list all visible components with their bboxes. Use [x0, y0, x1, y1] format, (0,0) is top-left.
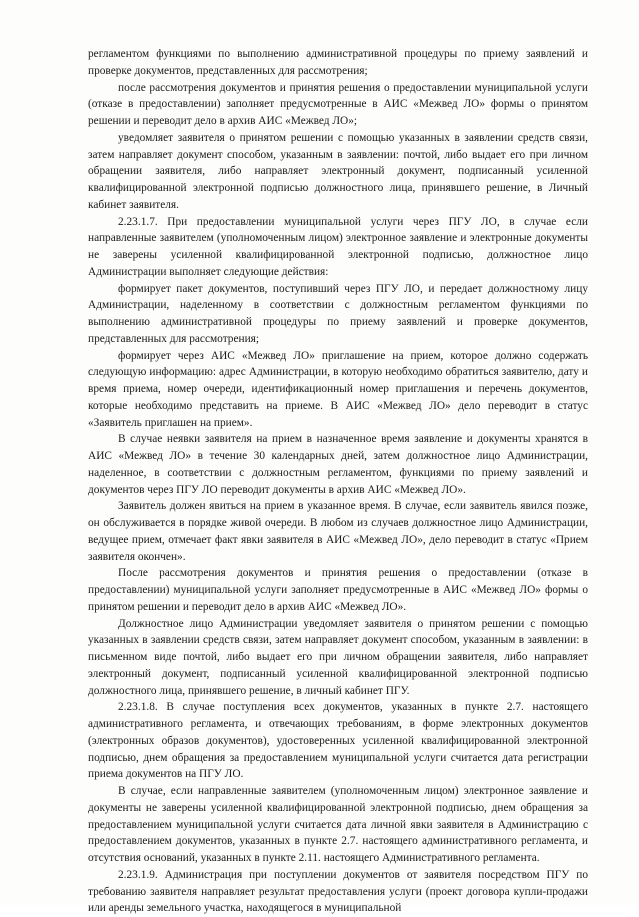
paragraph-9: После рассмотрения документов и принятия решения о предоставлении (отказе в предоставлении) муниципальной услуги заполняет предусмотренные в АИС «Межвед ЛО» формы о принятом решении и переводит дело в архив АИС «Межвед ЛО».: [88, 567, 588, 613]
document-body: [88, 46, 588, 917]
paragraph-11: 2.23.1.8. В случае поступления всех документов, указанных в пункте 2.7. настоящего административного регламента, и отвечающих требованиям, в форме электронных документов (электронных образов документов), удостоверенных усиленной квалифицированной электронной подписью, днем обращения за предоставлением муниципальной услуги считается дата регистрации приема документов на ПГУ ЛО.: [88, 701, 588, 781]
paragraph-3: уведомляет заявителя о принятом решении с помощью указанных в заявлении средств связи, затем направляет документ способом, указанным в заявлении: почтой, либо выдает его при личном обращении заявителя, либо направляет электронный документ, подписанный усиленной квалифицированной электронной подписью должностного лица, принявшего решение, в Личный кабинет заявителя.: [88, 131, 588, 211]
paragraph-7: В случае неявки заявителя на прием в назначенное время заявление и документы хранятся в АИС «Межвед ЛО» в течение 30 календарных дней, затем должностное лицо Администрации, наделенное, в соответствии с должностным регламентом, функциями по приему заявлений и документов через ПГУ ЛО переводит документы в архив АИС «Межвед ЛО».: [88, 433, 588, 496]
paragraph-12: В случае, если направленные заявителем (уполномоченным лицом) электронное заявление и документы не заверены усиленной квалифицированной электронной подписью, днем обращения за предоставлением муниципальной услуги считается дата личной явки заявителя в Администрацию с предоставлением документов, указанных в пункте 2.7. настоящего административного регламента, и отсутствия оснований, указанных в пункте 2.11. настоящего Административного регламента.: [88, 785, 588, 864]
paragraph-2: после рассмотрения документов и принятия решения о предоставлении муниципальной услуги (отказе в предоставлении) заполняет предусмотренные в АИС «Межвед ЛО» формы о принятом решении и переводит дело в архив АИС «Межвед ЛО»;: [88, 81, 588, 127]
paragraph-6: формирует через АИС «Межвед ЛО» приглашение на прием, которое должно содержать следующую информацию: адрес Администрации, в которую необходимо обратиться заявителю, дату и время приема, номер очереди, идентификационный номер приглашения и перечень документов, которые необходимо представить на приеме. В АИС «Межвед ЛО» дело переводит в статус «Заявитель приглашен на прием».: [88, 349, 588, 429]
paragraph-5: формирует пакет документов, поступивший через ПГУ ЛО, и передает должностному лицу Администрации, наделенному в соответствии с должностным регламентом функциями по выполнению административной процедуры по приему заявлений и проверке документов, представленных для рассмотрения;: [88, 282, 588, 345]
paragraph-13: 2.23.1.9. Администрация при поступлении документов от заявителя посредством ПГУ по требованию заявителя направляет результат предоставления услуги (проект договора купли-продажи или аренды земельного участка, находящегося в муниципальной: [88, 868, 588, 915]
paragraph-10: Должностное лицо Администрации уведомляет заявителя о принятом решении с помощью указанных в заявлении средств связи, затем направляет документ способом, указанным в заявлении: в письменном виде почтой, либо выдает его при личном обращении заявителя, либо направляет электронный документ, подписанный усиленной квалифицированной электронной подписью должностного лица, принявшего решение, в личный кабинет ПГУ.: [88, 617, 588, 697]
paragraph-4: 2.23.1.7. При предоставлении муниципальной услуги через ПГУ ЛО, в случае если направленные заявителем (уполномоченным лицом) электронное заявление и электронные документы не заверены усиленной квалифицированной электронной подписью, должностное лицо Администрации выполняет следующие действия:: [88, 215, 588, 278]
paragraph-1: регламентом функциями по выполнению административной процедуры по приему заявлений и проверке документов, представленных для рассмотрения;: [88, 48, 588, 77]
paragraph-8: Заявитель должен явиться на прием в указанное время. В случае, если заявитель явился позже, он обслуживается в порядке живой очереди. В любом из случаев должностное лицо Администрации, ведущее прием, отмечает факт явки заявителя в АИС «Межвед ЛО», дело переводит в статус «Прием заявителя окончен».: [88, 500, 588, 563]
